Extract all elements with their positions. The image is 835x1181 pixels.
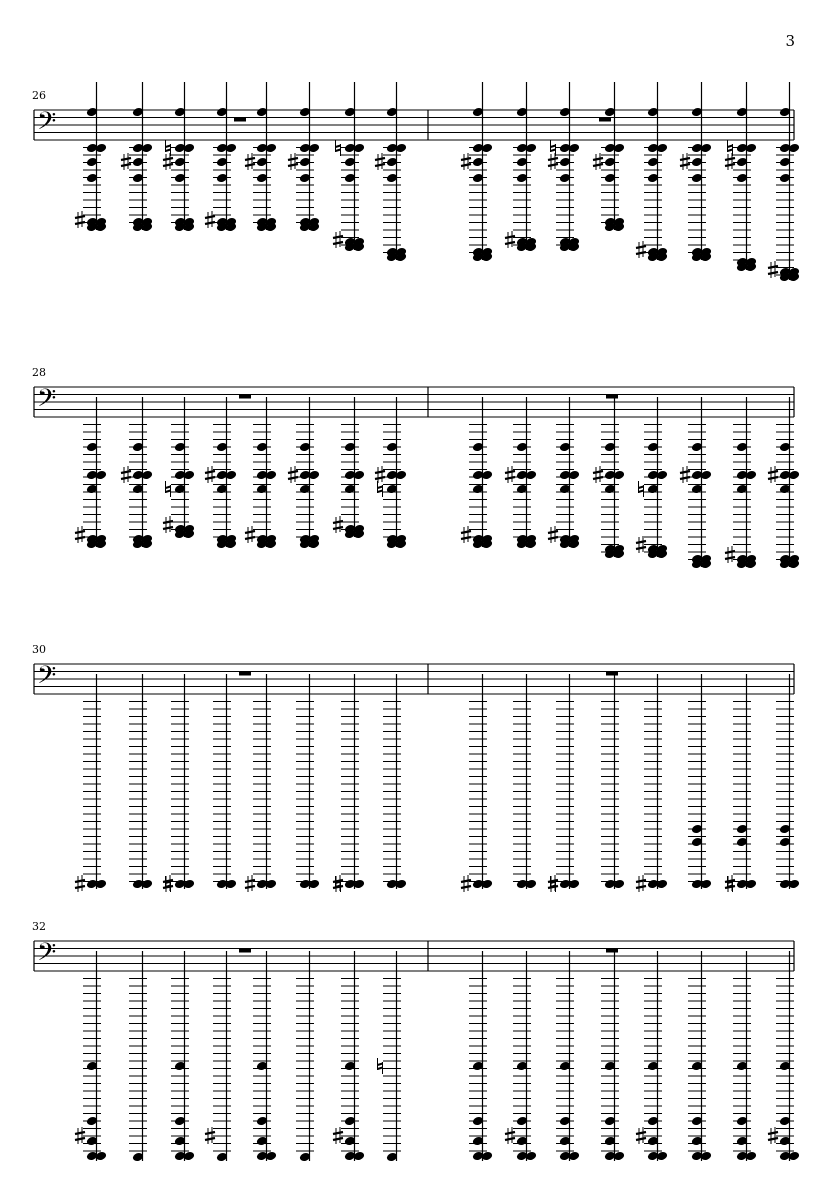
- sharp-accidental: [245, 153, 255, 170]
- bass-clef-icon: 𝄢: [37, 661, 57, 696]
- sharp-accidental: [725, 546, 735, 563]
- sharp-accidental: [205, 466, 215, 483]
- sharp-accidental: [375, 466, 385, 483]
- sharp-accidental: [163, 875, 173, 892]
- natural-accidental: [336, 140, 341, 156]
- sharp-accidental: [593, 466, 603, 483]
- whole-rest-icon: [599, 118, 611, 122]
- bass-clef-icon: 𝄢: [37, 938, 57, 973]
- sharp-accidental: [725, 153, 735, 170]
- measure-number: 32: [32, 920, 46, 933]
- sharp-accidental: [75, 526, 85, 543]
- sharp-accidental: [548, 153, 558, 170]
- natural-accidental: [378, 1058, 383, 1074]
- measure-number: 26: [32, 89, 46, 102]
- sharp-accidental: [245, 875, 255, 892]
- sharp-accidental: [333, 516, 343, 533]
- whole-rest-icon: [606, 395, 618, 399]
- sharp-accidental: [121, 466, 131, 483]
- sharp-accidental: [288, 466, 298, 483]
- sharp-accidental: [461, 153, 471, 170]
- natural-accidental: [639, 481, 644, 497]
- sharp-accidental: [725, 875, 735, 892]
- whole-rest-icon: [234, 118, 246, 122]
- sharp-accidental: [593, 153, 603, 170]
- whole-rest-icon: [239, 395, 251, 399]
- sharp-accidental: [163, 153, 173, 170]
- sharp-accidental: [768, 466, 778, 483]
- sharp-accidental: [205, 211, 215, 228]
- whole-rest-icon: [239, 949, 251, 953]
- sharp-accidental: [288, 153, 298, 170]
- natural-accidental: [166, 481, 171, 497]
- bass-clef-icon: 𝄢: [37, 107, 57, 142]
- sharp-accidental: [75, 211, 85, 228]
- whole-rest-icon: [606, 949, 618, 953]
- sharp-accidental: [121, 153, 131, 170]
- sharp-accidental: [245, 526, 255, 543]
- sharp-accidental: [636, 241, 646, 258]
- sharp-accidental: [636, 875, 646, 892]
- sharp-accidental: [548, 875, 558, 892]
- sharp-accidental: [333, 875, 343, 892]
- sharp-accidental: [505, 466, 515, 483]
- measure-number: 30: [32, 643, 46, 656]
- sharp-accidental: [461, 526, 471, 543]
- sharp-accidental: [163, 516, 173, 533]
- whole-rest-icon: [239, 672, 251, 676]
- page-number: 3: [785, 32, 795, 50]
- measure-number: 28: [32, 366, 46, 379]
- sharp-accidental: [75, 875, 85, 892]
- sharp-accidental: [680, 466, 690, 483]
- sharp-accidental: [680, 153, 690, 170]
- sharp-accidental: [461, 875, 471, 892]
- sharp-accidental: [375, 153, 385, 170]
- whole-rest-icon: [606, 672, 618, 676]
- natural-accidental: [378, 481, 383, 497]
- sharp-accidental: [548, 526, 558, 543]
- bass-clef-icon: 𝄢: [37, 384, 57, 419]
